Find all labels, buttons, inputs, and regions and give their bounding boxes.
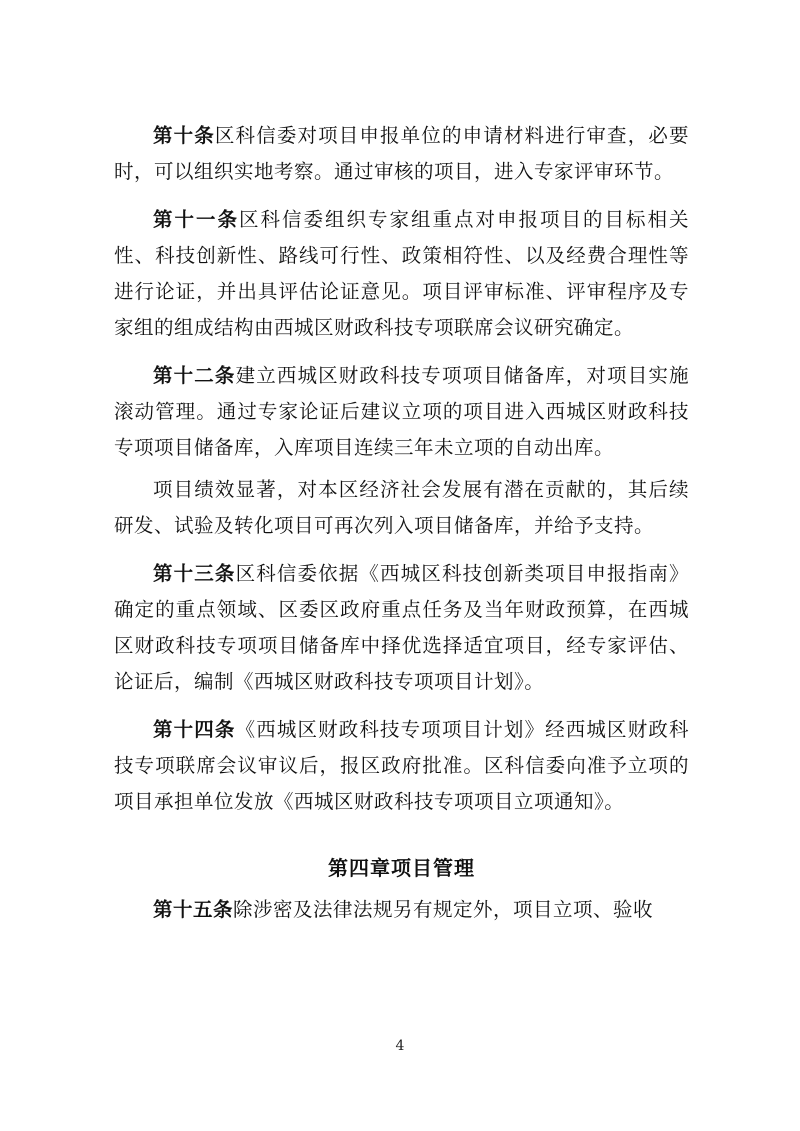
article-label: 第十三条 [153,562,236,585]
article-12 [114,358,689,466]
article-text: 区科信委依据《西城区科技创新类项目申报指南》确定的重点领域、区委区政府重点任务及当年财政预算，在西城区财政科技专项项目储备库中择优选择适宜项目，经专家评估、论证后，编制《西城区财政科技专项项目计划》。 [114,562,689,693]
article-label: 第十一条 [153,208,239,231]
article-12-continuation [114,472,689,544]
article-13 [114,556,689,700]
article-label: 第十二条 [153,364,236,387]
article-label: 第十四条 [153,718,236,741]
article-text: 区科信委组织专家组重点对申报项目的目标相关性、科技创新性、路线可行性、政策相符性、以及经费合理性等进行论证，并出具评估论证意见。项目评审标准、评审程序及专家组的组成结构由西城区财政科技专项联席会议研究确定。 [114,208,689,339]
article-15 [114,892,689,928]
article-10 [114,118,689,190]
article-11 [114,202,689,346]
document-page [114,118,689,940]
article-text: 建立西城区财政科技专项项目储备库，对项目实施滚动管理。通过专家论证后建议立项的项目进入西城区财政科技专项项目储备库，入库项目连续三年未立项的自动出库。 [114,364,689,459]
article-14 [114,712,689,820]
article-label: 第十条 [153,124,215,147]
article-text: 项目绩效显著，对本区经济社会发展有潜在贡献的，其后续研发、试验及转化项目可再次列入项目储备库，并给予支持。 [114,478,689,537]
article-text: 区科信委对项目申报单位的申请材料进行审查，必要时，可以组织实地考察。通过审核的项目，进入专家评审环节。 [114,124,689,183]
page-number: 4 [395,1038,405,1054]
article-label: 第十五条 [153,898,234,921]
chapter-title: 第四章项目管理 [328,856,475,880]
article-text: 除涉密及法律法规另有规定外，项目立项、验收 [233,898,654,921]
article-text: 《西城区财政科技专项项目计划》经西城区财政科技专项联席会议审议后，报区政府批准。区科信委向准予立项的项目承担单位发放《西城区财政科技专项项目立项通知》。 [114,718,689,813]
